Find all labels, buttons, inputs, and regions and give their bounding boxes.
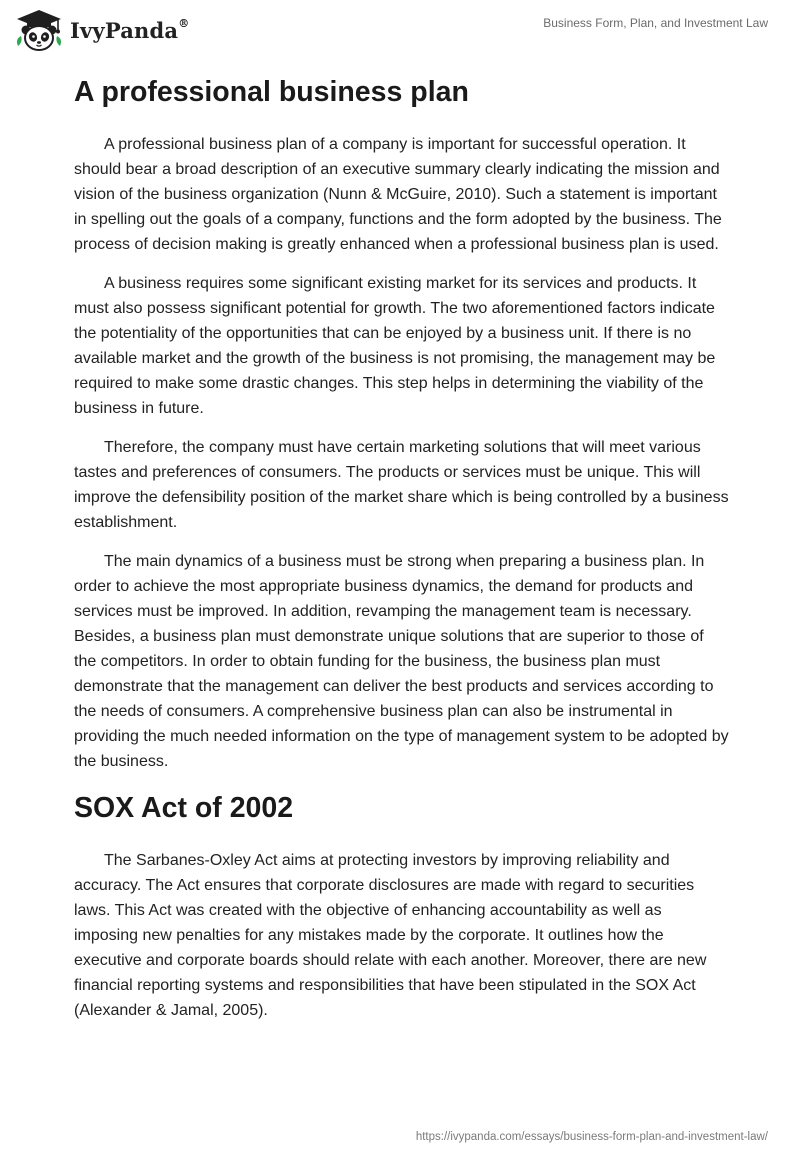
paragraph: The Sarbanes-Oxley Act aims at protecting investors by improving reliability and accuracy. The Act ensures that corporate disclosures are made with regard to securities laws. This Act was created with the objective of enhancing accountability as well as imposing new penalties for any mistakes made by the corporate. It outlines how the executive and corporate boards should relate with each another. Moreover, there are new financial reporting systems and responsibilities that have been stipulated in the SOX Act (Alexander & Jamal, 2005). — [74, 852, 707, 1019]
paragraph: A professional business plan of a company is important for successful operation. It should bear a broad description of an executive summary clearly indicating the mission and vision of the business organization (Nunn & McGuire, 2010). Such a statement is important in spelling out the goals of a company, functions and the form adopted by the business. The process of decision making is greatly enhanced when a professional business plan is used. — [74, 136, 722, 253]
source-url[interactable]: https://ivypanda.com/essays/business-form-plan-and-investment-law/ — [415, 1131, 768, 1143]
panda-graduate-icon — [14, 8, 64, 52]
paragraph: Therefore, the company must have certain marketing solutions that will meet various tastes and preferences of consumers. The products or services must be unique. This will improve the defensibility position of the market share which is being controlled by a business establishment. — [74, 439, 729, 531]
section-heading: A professional business plan — [74, 76, 469, 108]
paragraph: A business requires some significant existing market for its services and products. It must also possess significant potential for growth. The two aforementioned factors indicate the potentiality of the opportunities that can be enjoyed by a business unit. If there is no available market and the growth of the business is not promising, the management may be required to make some drastic changes. This step helps in determining the viability of the business in future. — [74, 275, 716, 417]
paragraph: The main dynamics of a business must be strong when preparing a business plan. In order to achieve the most appropriate business dynamics, the demand for products and services must be improved. In addition, revamping the management team is necessary. Besides, a business plan must demonstrate unique solutions that are superior to those of the competitors. In order to obtain funding for the business, the business plan must demonstrate that the management can deliver the best products and services according to the needs of consumers. A comprehensive business plan can also be instrumental in providing the much needed information on the type of management system to be adopted by the business. — [74, 553, 729, 770]
brand-name — [70, 18, 189, 43]
section-heading: SOX Act of 2002 — [74, 792, 294, 824]
page-header — [0, 0, 800, 60]
registered-mark: ® — [178, 16, 190, 30]
brand-text: IvyPanda — [70, 17, 179, 43]
article-body — [74, 72, 730, 1037]
ivypanda-logo[interactable] — [14, 8, 189, 52]
document-title: Business Form, Plan, and Investment Law — [543, 16, 768, 30]
